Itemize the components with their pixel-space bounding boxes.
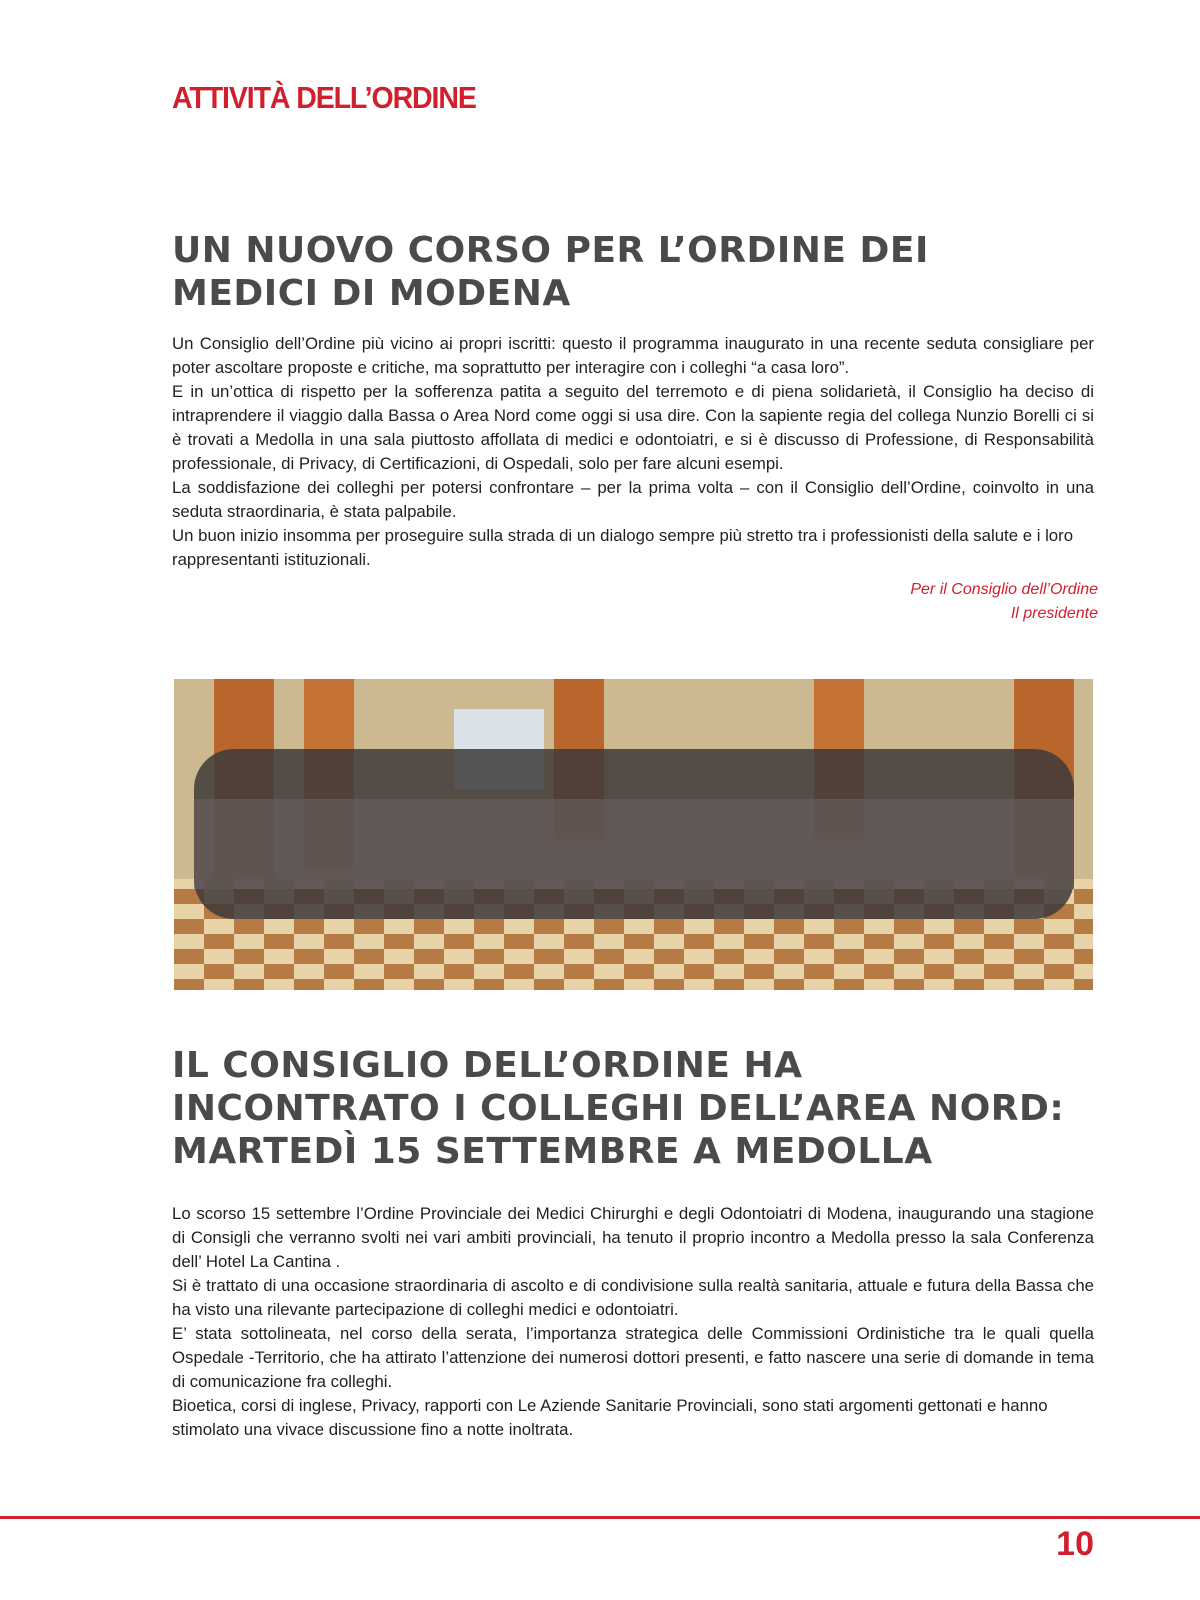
article1-title-line: MEDICI DI MODENA — [172, 273, 571, 314]
article2-title-line: INCONTRATO I COLLEGHI DELL’AREA NORD: — [172, 1088, 1065, 1129]
article1-paragraph: Un Consiglio dell’Ordine più vicino ai propri iscritti: questo il programma inaugurato in una recente seduta consigliare per poter ascoltare proposte e critiche, ma soprattutto per interagire con i colleghi “a casa loro”. — [172, 334, 1094, 377]
signature-line: Il presidente — [1010, 605, 1098, 622]
group-photo-illustration — [174, 679, 1093, 990]
article2-paragraph: E’ stata sottolineata, nel corso della serata, l’importanza strategica delle Commissioni Ordinistiche tra le quali quella Ospedale -Territorio, che ha attirato l’attenzione dei numerosi dottori presenti, e fatto nascere una serie di domande in tema di comunicazione fra colleghi. — [172, 1324, 1094, 1391]
section-label: ATTIVITÀ DELL’ORDINE — [172, 80, 476, 115]
group-photo — [174, 679, 1093, 990]
article1-paragraph: La soddisfazione dei colleghi per potersi confrontare – per la prima volta – con il Consiglio dell’Ordine, coinvolto in una seduta straordinaria, è stata palpabile. — [172, 478, 1094, 521]
article2-title-line: IL CONSIGLIO DELL’ORDINE HA — [172, 1045, 803, 1086]
article2-paragraph: Lo scorso 15 settembre l’Ordine Provinciale dei Medici Chirurghi e degli Odontoiatri di Modena, inaugurando una stagione di Consigli che verranno svolti nei vari ambiti provinciali, ha tenuto il proprio incontro a Medolla presso la sala Conferenza dell’ Hotel La Cantina . — [172, 1204, 1094, 1271]
article1-paragraph: E in un’ottica di rispetto per la sofferenza patita a seguito del terremoto e di piena solidarietà, il Consiglio ha deciso di intraprendere il viaggio dalla Bassa o Area Nord come oggi si usa dire. Con la sapiente regia del collega Nunzio Borelli ci si è trovati a Medolla in una sala piuttosto affollata di medici e odontoiatri, e si è discusso di Professione, di Responsabilità professionale, di Privacy, di Certificazioni, di Ospedali, solo per fare alcuni esempi. — [172, 382, 1094, 473]
article2-body — [172, 1202, 1094, 1442]
article1-paragraph: Un buon inizio insomma per proseguire sulla strada di un dialogo sempre più stretto tra i professionisti della salute e i loro rappresentanti istituzionali. — [172, 526, 1074, 569]
signature-line: Per il Consiglio dell’Ordine — [910, 581, 1098, 598]
article2-paragraph: Si è trattato di una occasione straordinaria di ascolto e di condivisione sulla realtà sanitaria, attuale e futura della Bassa che ha visto una rilevante partecipazione di colleghi medici e odontoiatri. — [172, 1276, 1094, 1319]
footer-divider — [0, 1516, 1200, 1519]
page-number: 10 — [1056, 1525, 1094, 1563]
article1-title — [172, 229, 929, 315]
article1-body — [172, 332, 1094, 572]
article2-paragraph: Bioetica, corsi di inglese, Privacy, rapporti con Le Aziende Sanitarie Provinciali, sono stati argomenti gettonati e hanno stimolato una vivace discussione fino a notte inoltrata. — [172, 1396, 1048, 1439]
article1-signature — [910, 578, 1098, 626]
article1-title-line: UN NUOVO CORSO PER L’ORDINE DEI — [172, 230, 929, 271]
article2-title — [172, 1044, 1064, 1173]
article2-title-line: MARTEDÌ 15 SETTEMBRE A MEDOLLA — [172, 1131, 933, 1172]
